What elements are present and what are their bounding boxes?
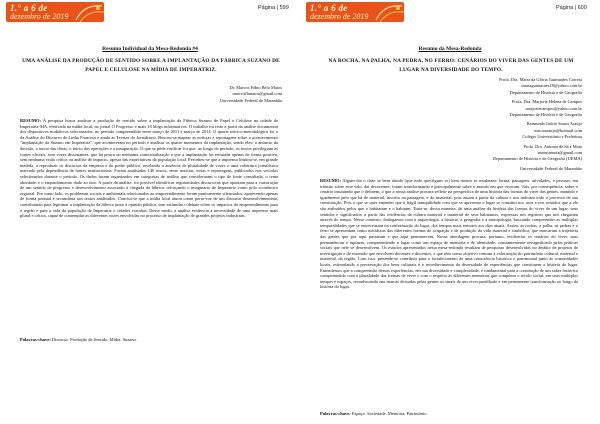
section-title: Resumo da Mesa-Redonda [418,46,482,52]
event-logo [306,2,404,22]
author-email: marjoriecampos@yahoo.com.br [525,105,582,111]
keywords-text: Espaço. Sociedade. Memória. Patrimônio. [350,411,428,416]
right-page [300,0,600,424]
author-email: antoniamota@gmail.com [537,150,582,156]
author-name: Profa. Dra. Marjorie Helena de Campos [511,99,582,105]
article-title: NA ROCHA, NA PALHA, NA PEDRA, NO FERRO: CENÁRIOS DO VIVER DAS GENTES DE UM LUGAR NA DIVERSIDADE DO TEMPO. [328,58,574,73]
logo-swirl-icon [374,2,404,22]
author-affiliation: Departamento de História e de Geografia [509,89,582,95]
page-number: Página | 599 [258,5,289,11]
abstract-label: RESUMO: [320,178,341,183]
abstract-label: RESUMO: [20,118,41,123]
author-email: marcosfbmatos@gmail.com [232,91,282,97]
keywords [20,337,278,342]
institution: Universidade Federal do Maranhão [519,165,582,171]
author-name: Profa. Dra. Maria da Glória Guimarães Correia [499,77,582,82]
abstract [320,178,578,290]
page-header [0,0,300,24]
author-affiliation: Universidade Federal do Maranhão [219,97,282,103]
keywords-label: Palavras-chave: [20,337,51,342]
event-logo [6,2,104,22]
keywords-label: Palavras-chave: [320,411,351,416]
author-email: mariaguimaraes18@yahoo.com.br [521,83,582,89]
page-header [300,0,600,24]
keywords-text: Discurso. Produção de Sentido. Mídia. Suzano. [50,337,137,342]
author-name: Raimundo Inácio Souza Araújo [526,121,582,127]
page-number: Página | 600 [556,5,587,11]
author-email: inacioaraujo@hotmail.com [534,127,582,133]
logo-date-line1: 1.° a 6 de [310,3,348,13]
logo-date-line2: dezembro de 2019 [10,12,69,21]
abstract-text: A pesquisa busca analisar a produção de sentido sobre a implantação da Fábrica Suzano de Papel e Celulose na cidade de Imperatriz-MA, efetivada na mídia local, no jornal O Progresso e mais 10 blogs informativos. O trabalho foi feito a partir da análise documental dos dispositivos midiáticos selecionados, no período compreendido entre março de 2011 e março de 2014. O aporte teórico-metodológico foi o da Análise do Discurso de Linha Francesa e ainda as Teorias do Jornalismo. Buscou-se mapear as notícias e reportagens sobre o acontecimento "implantação da Suzano em Imperatriz", que aconteceram no período e analisar os quatro momentos da implantação, sendo eles: o anúncio da decisão, o início das obras, o início das operações e a inauguração. O que se pôde verificar foi que, ao longo do período, os textos privilegiam as fontes oficiais, sem vozes dissonantes, que há pouca ou nenhuma contextualização e que a implantação foi retratada apenas de forma positiva, sem nenhuma visão crítica ou análise de impacto, apesar das expectativas da população local. Percebeu-se que a imprensa limitou-se, em grande medida, a reproduzir os discursos da empresa e do poder público, revelando a ausência de pluralidade de vozes e uma cobertura jornalística marcada pela dependência de fontes institucionais. Foram analisados 146 textos, entre notícias, notas e reportagens, publicados nos veículos selecionados durante o período. Os dados foram organizados em categorias de análise que consideraram o tipo de fonte consultada, o tema abordado e o enquadramento dado ao fato. A partir da análise, foi possível identificar regularidades discursivas que apontam para a construção de um sentido de progresso e desenvolvimento associado à chegada da fábrica, reforçando o imaginário de Imperatriz como polo econômico regional. Por outro lado, os problemas sociais e ambientais relacionados ao empreendimento foram praticamente silenciados, aparecendo apenas de forma pontual e secundária nos textos analisados. Conclui-se que a mídia local atuou como porta-voz de um discurso desenvolvimentista, contribuindo para legitimar a implantação da fábrica junto à opinião pública, sem estimular o debate sobre os impactos do empreendimento para a região e para a vida da população de Imperatriz e cidades vizinhas. Desse modo, a análise evidencia a necessidade de uma imprensa mais plural e crítica, capaz de contemplar as diferentes vozes envolvidas no processo de implantação de grandes projetos industriais. [20,118,278,219]
author-name: Profa. Dra. Antonia de Sá e Mota [523,143,582,149]
logo-swirl-icon [74,2,104,22]
author-affiliation: Departamento de História e de Geografia [509,112,582,118]
author-block [220,85,282,104]
author-block [382,77,582,172]
author-name: Dr. Marcos Fábio Belo Matos [229,85,282,90]
author-affiliation: Departamento de História e de Geografia (UEMA) [492,156,582,162]
logo-date-line2: dezembro de 2019 [310,12,369,21]
section-title: Resumo Individual da Mesa-Redonda #4 [102,46,198,52]
logo-date-line1: 1.° a 6 de [10,3,48,13]
article-title: UMA ANÁLISE DA PRODUÇÃO DE SENTIDO SOBRE A IMPLANTAÇÃO DA FÁBRICA SUZANO DE PAPEL E CELULOSE NA MÍDIA DE IMPERATRIZ. [22,58,280,73]
keywords [320,411,578,416]
author-affiliation: Colégio Universitário e Prefeitura [522,134,582,140]
abstract [20,118,278,219]
abstract-text: Algum dia o chão se bem abrido (que tudo que/alguns se) bem menos se mudaram: forma, paisagens, atividades, e pessoas, em trânsito sobre esse solo, daí decorrente; foram transformando e principalmente sobre o mundo em que viveram. Tais, por consequência, sobre o cenário instaurado que o definem, o que a nossa análise procura refletir na perspectiva de uma história das formas do viver das gentes, mantido e igualmente pelo que há de material, inscrito na paisagem, e do imaterial, pois atuam a partir da cultura e nos indicam todo o processo de sua constituição. Pois o que se quer entender que à frágil tranquilidade com que se apresenta o lugar se constitui nos usos e nos sentidos que a ele são atribuídos pelos que o habitaram e o habitam. Trata-se, dessa maneira, de uma análise da história das formas do viver de um lugar, seus sentidos e significados, a partir das evidências da cultura material e imaterial de seus habitantes, expressas nos registros que nos chegaram através do tempo. Nesse contexto, dialogamos com a arqueologia, a história, a geografia e a antropologia, buscando compreender as múltiplas temporalidades que se entrecruzam na conformação do lugar, dos tempos mais remotos aos dias atuais. Assim, as rochas, a palha, as pedras e o ferro se apresentam como metáforas das diferentes formas de ocupação e de produção da vida material e simbólica, que marcaram a trajetória das gentes que por aqui passaram e que aqui permanecem. Nossa abordagem procura, portanto, evidenciar os cenários do viver, suas permanências e rupturas, compreendendo o lugar como um espaço de memória e de identidade, constantemente ressignificado pelas práticas sociais que nele se desenvolvem. Os estudos apresentados nesta mesa-redonda resultam de pesquisas desenvolvidas no âmbito de projetos de investigação e de extensão que envolvem docentes e discentes, e que têm como objetivo comum a valorização do patrimônio cultural, material e imaterial, da região. Com isso, pretende-se contribuir para o fortalecimento de uma consciência histórica e patrimonial junto às comunidades locais, estimulando a preservação dos bens culturais e o reconhecimento da diversidade de experiências que constituem a história do lugar. Entendemos que a compreensão dessas experiências, em sua diversidade e complexidade, é fundamental para a construção de um saber histórico comprometido com a pluralidade das formas de viver e com o respeito às diferentes memórias que compõem o tecido social, em seus múltiplos tempos e espaços, reconhecendo nas marcas deixadas pelas gentes os sinais de um viver partilhado e em permanente transformação ao longo da história do lugar. [320,178,578,290]
